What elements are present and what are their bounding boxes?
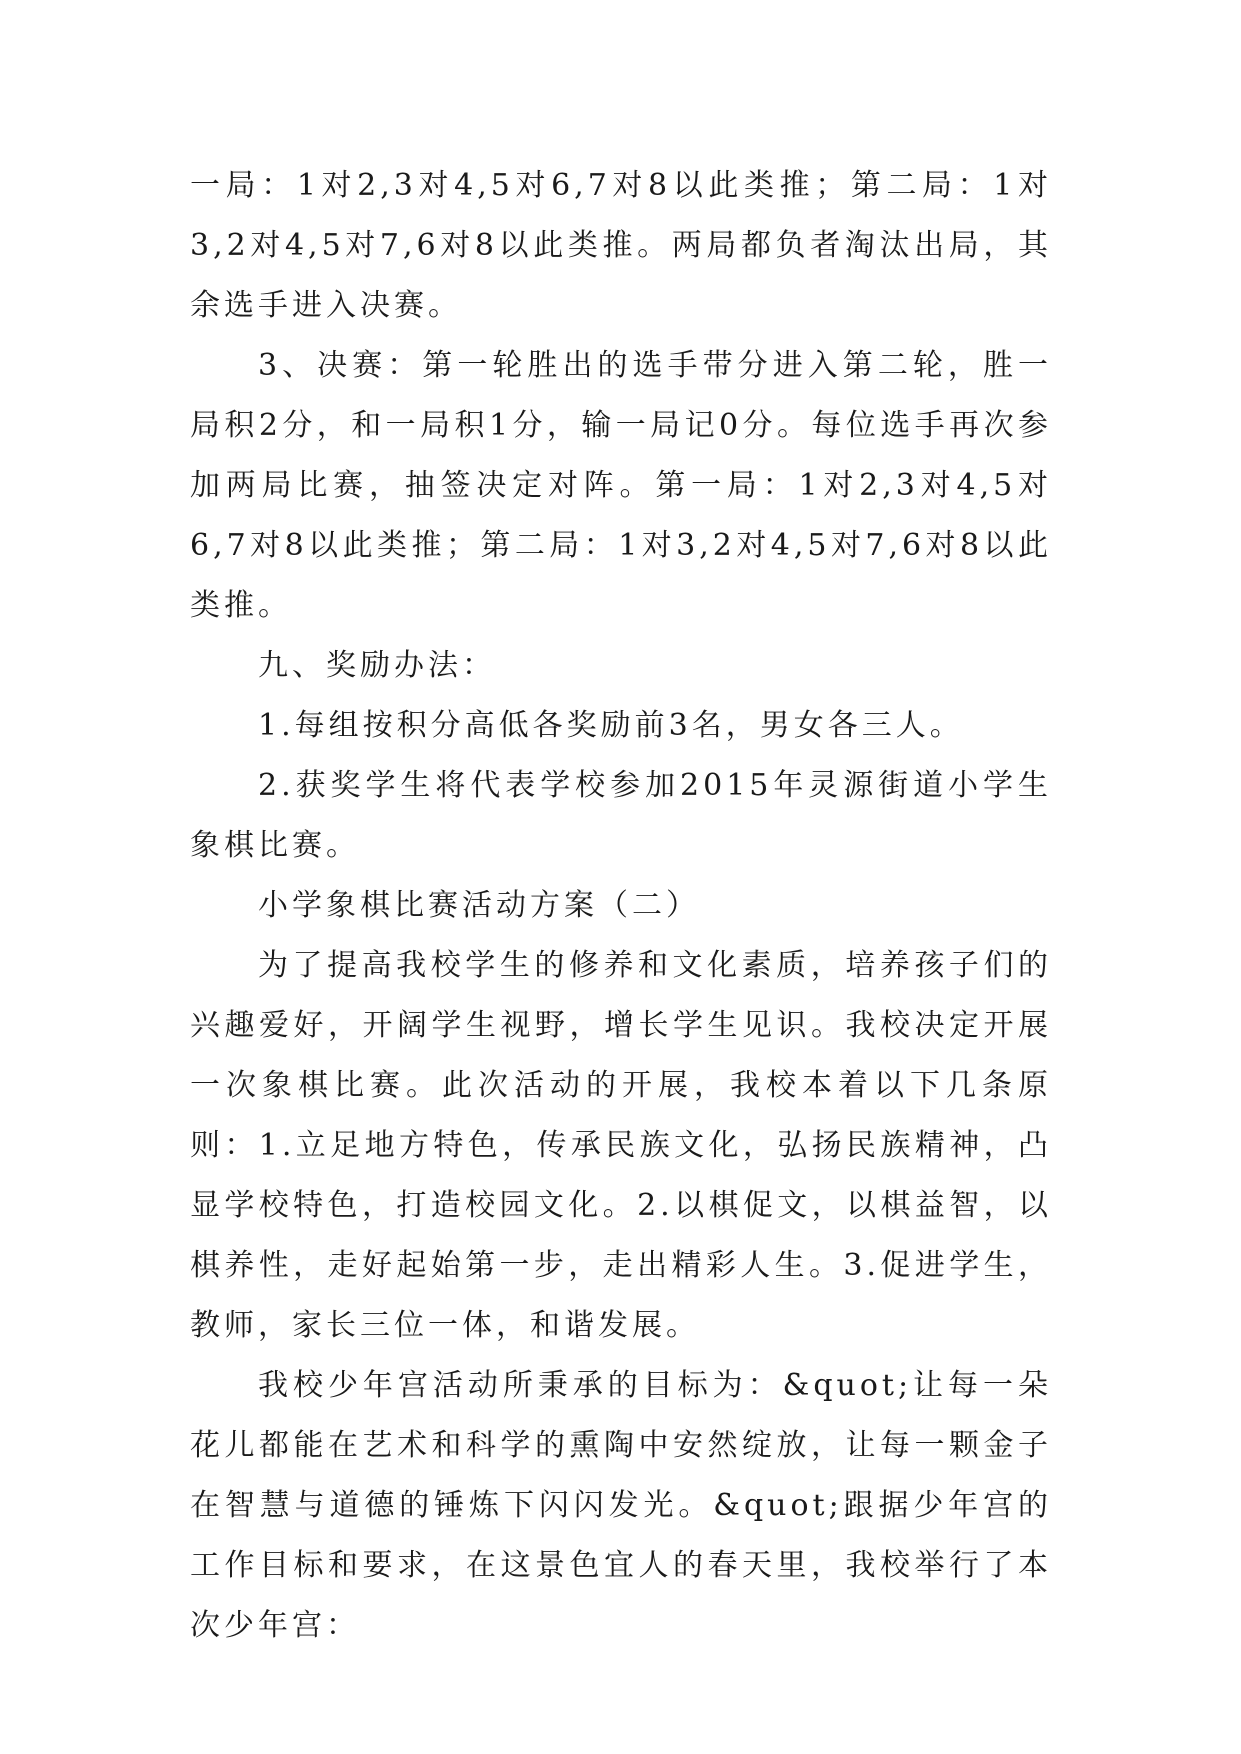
paragraph-plan-two-intro: 为了提高我校学生的修养和文化素质，培养孩子们的兴趣爱好，开阔学生视野，增长学生见识。我校决定开展一次象棋比赛。此次活动的开展，我校本着以下几条原则：1.立足地方特色，传承民族文化，弘扬民族精神，凸显学校特色，打造校园文化。2.以棋促文，以棋益智，以棋养性，走好起始第一步，走出精彩人生。3.促进学生，教师，家长三位一体，和谐发展。 [190, 948, 1052, 1343]
document-body [190, 156, 1052, 1656]
paragraph-reward-1: 1.每组按积分高低各奖励前3名，男女各三人。 [258, 708, 964, 743]
paragraph-first-round-rules: 一局：1对2,3对4,5对6,7对8以此类推；第二局：1对3,2对4,5对7,6对8以此类推。两局都负者淘汰出局，其余选手进入决赛。 [190, 168, 1052, 323]
paragraph-finals-rules: 3、决赛：第一轮胜出的选手带分进入第二轮，胜一局积2分，和一局积1分，输一局记0分。每位选手再次参加两局比赛，抽签决定对阵。第一局：1对2,3对4,5对6,7对8以此类推；第二局：1对3,2对4,5对7,6对8以此类推。 [190, 348, 1052, 623]
plan-two-title: 小学象棋比赛活动方案（二） [258, 888, 700, 923]
paragraph-youth-palace-goal: 我校少年宫活动所秉承的目标为：&quot;让每一朵花儿都能在艺术和科学的熏陶中安然绽放，让每一颗金子在智慧与道德的锤炼下闪闪发光。&quot;跟据少年宫的工作目标和要求，在这景色宜人的春天里，我校举行了本次少年宫： [190, 1368, 1052, 1643]
paragraph-reward-2: 2.获奖学生将代表学校参加2015年灵源街道小学生象棋比赛。 [190, 768, 1052, 863]
section-heading-rewards: 九、奖励办法： [258, 648, 496, 683]
